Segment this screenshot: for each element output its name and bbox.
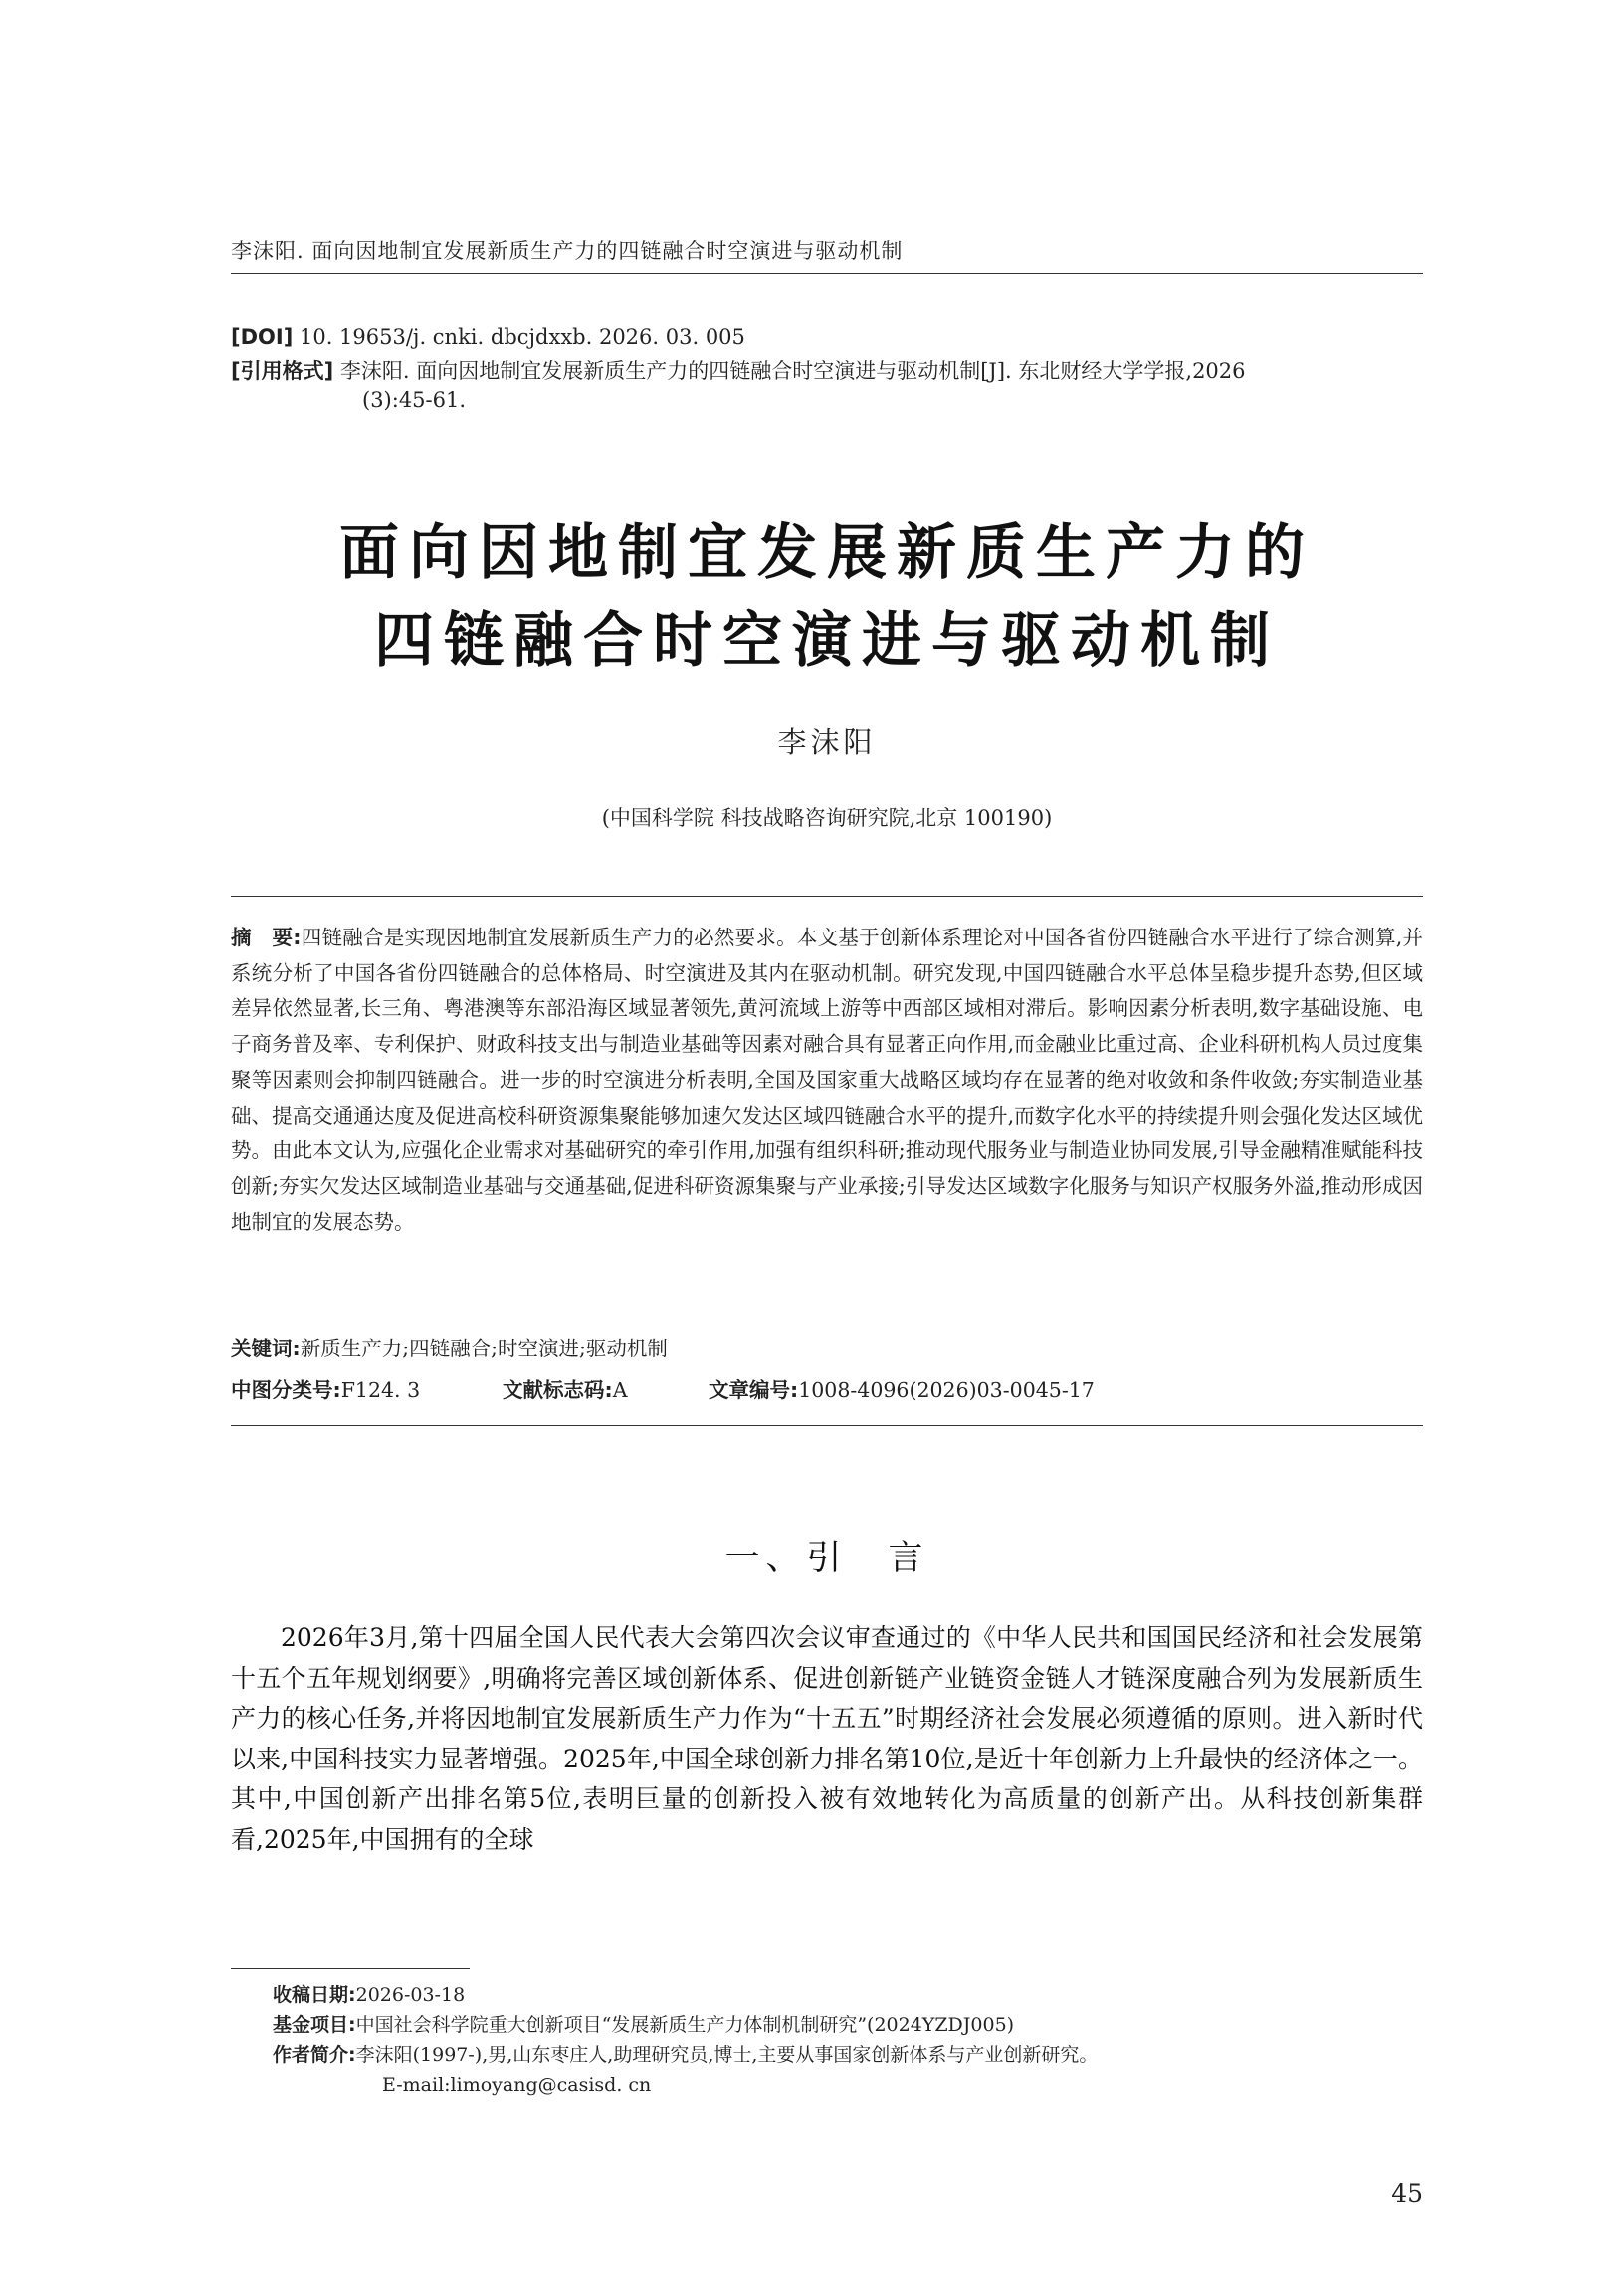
footnote-rule (231, 1968, 470, 1969)
abstract-text: 四链融合是实现因地制宜发展新质生产力的必然要求。本文基于创新体系理论对中国各省份四链融合水平进行了综合测算,并系统分析了中国各省份四链融合的总体格局、时空演进及其内在驱动机制。研究发现,中国四链融合水平总体呈稳步提升态势,但区域差异依然显著,长三角、粤港澳等东部沿海区域显著领先,黄河流域上游等中西部区域相对滞后。影响因素分析表明,数字基础设施、电子商务普及率、专利保护、财政科技支出与制造业基础等因素对融合具有显著正向作用,而金融业比重过高、企业科研机构人员过度集聚等因素则会抑制四链融合。进一步的时空演进分析表明,全国及国家重大战略区域均存在显著的绝对收敛和条件收敛;夯实制造业基础、提高交通通达度及促进高校科研资源集聚能够加速欠发达区域四链融合水平的提升,而数字化水平的持续提升则会强化发达区域优势。由此本文认为,应强化企业需求对基础研究的牵引作用,加强有组织科研;推动现代服务业与制造业协同发展,引导金融精准赋能科技创新;夯实欠发达区域制造业基础与交通基础,促进科研资源集聚与产业承接;引导发达区域数字化服务与知识产权服务外溢,推动形成因地制宜的发展态势。 (231, 926, 1423, 1234)
document-code-label: 文献标志码: (503, 1378, 613, 1402)
keywords (231, 1332, 668, 1361)
author-affiliation: (中国科学院 科技战略咨询研究院,北京 100190) (601, 806, 1053, 830)
article-number-value: 1008-4096(2026)03-0045-17 (798, 1378, 1095, 1402)
abstract (231, 921, 1423, 1240)
footnote-email: E-mail:limoyang@casisd. cn (382, 2074, 652, 2096)
running-head: 李沫阳. 面向因地制宜发展新质生产力的四链融合时空演进与驱动机制 (231, 239, 904, 263)
clc-number (231, 1373, 420, 1403)
clc-value: F124. 3 (340, 1378, 421, 1402)
abstract-label: 摘 要: (231, 926, 302, 949)
document-code-value: A (612, 1378, 628, 1402)
body-text (231, 1618, 1423, 1860)
footnote-received (273, 1980, 465, 2010)
body-paragraph: 2026年3月,第十四届全国人民代表大会第四次会议审查通过的《中华人民共和国国民经济和社会发展第十五个五年规划纲要》,明确将完善区域创新体系、促进创新链产业链资金链人才链深度融合列为发展新质生产力的核心任务,并将因地制宜发展新质生产力作为“十五五”时期经济社会发展必须遵循的原则。进入新时代以来,中国科技实力显著增强。2025年,中国全球创新力排名第10位,是近十年创新力上升最快的经济体之一。其中,中国创新产出排名第5位,表明巨量的创新投入被有效地转化为高质量的创新产出。从科技创新集群看,2025年,中国拥有的全球 (231, 1623, 1423, 1854)
paper-title-line-1: 面向因地制宜发展新质生产力的 (339, 518, 1315, 588)
footnote-fund (273, 2010, 1014, 2040)
author-name: 李沫阳 (777, 725, 877, 759)
citation-continuation: (3):45-61. (362, 388, 467, 412)
abstract-bottom-rule (231, 1425, 1423, 1426)
clc-label: 中图分类号: (231, 1378, 341, 1402)
section-heading: 一、引 言 (724, 1539, 929, 1578)
fund-value: 中国社会科学院重大创新项目“发展新质生产力体制机制研究”(2024YZDJ005) (355, 2014, 1015, 2036)
keywords-label: 关键词: (231, 1337, 301, 1360)
page-number: 45 (1391, 2179, 1423, 2208)
citation-text: 李沫阳. 面向因地制宜发展新质生产力的四链融合时空演进与驱动机制[J]. 东北财经大学学报,2026 (339, 359, 1246, 383)
abstract-top-rule (231, 896, 1423, 897)
footnote-author-bio (273, 2040, 1423, 2070)
document-code (503, 1373, 628, 1403)
bio-label: 作者简介: (273, 2044, 356, 2066)
doi-label: [DOI] (231, 325, 294, 349)
paper-title-line-2: 四链融合时空演进与驱动机制 (374, 606, 1280, 676)
received-value: 2026-03-18 (355, 1984, 466, 2006)
received-label: 收稿日期: (273, 1984, 356, 2006)
doi-value: 10. 19653/j. cnki. dbcjdxxb. 2026. 03. 005 (299, 325, 745, 349)
keywords-text: 新质生产力;四链融合;时空演进;驱动机制 (300, 1337, 668, 1360)
doi-line (231, 320, 745, 354)
article-number (709, 1373, 1095, 1403)
citation-line (231, 354, 1423, 388)
bio-value: 李沫阳(1997-),男,山东枣庄人,助理研究员,博士,主要从事国家创新体系与产业创新研究。 (355, 2044, 1099, 2066)
header-rule (231, 273, 1423, 274)
citation-label: [引用格式] (231, 359, 334, 383)
fund-label: 基金项目: (273, 2014, 356, 2036)
article-number-label: 文章编号: (709, 1378, 799, 1402)
